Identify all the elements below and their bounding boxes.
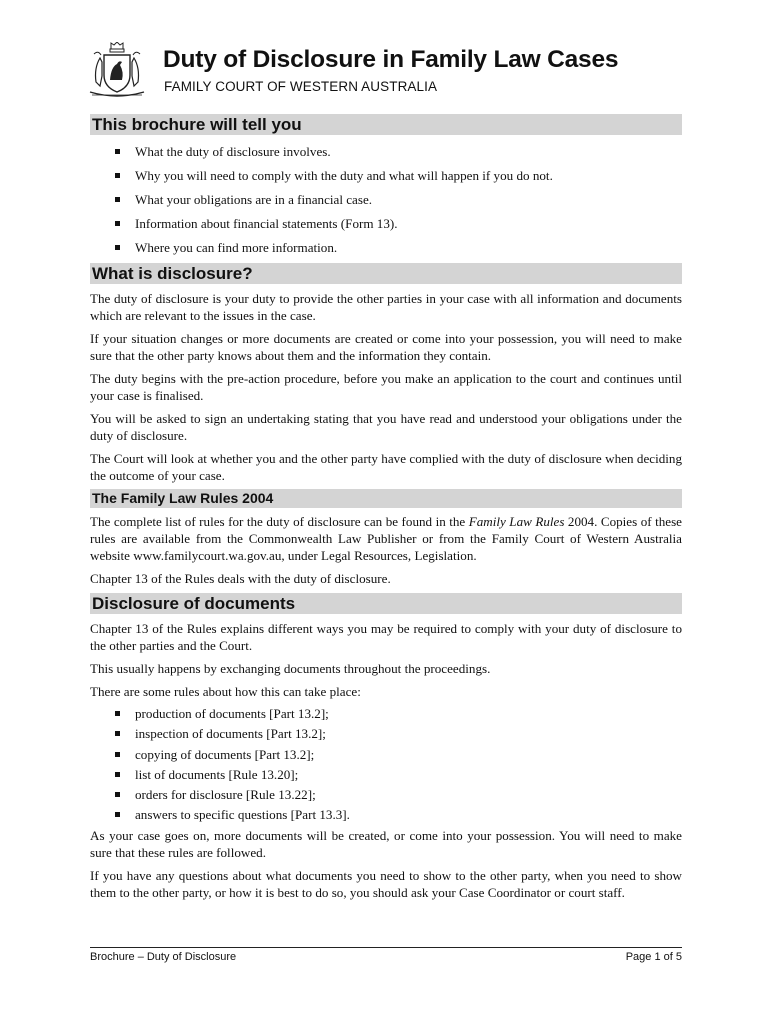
paragraph: As your case goes on, more documents will be created, or come into your possession. You will need to make sure that these rules are followed. (90, 827, 682, 860)
section-heading-documents: Disclosure of documents (90, 593, 682, 614)
list-item: orders for disclosure [Rule 13.22]; (90, 786, 682, 803)
document-body (90, 114, 682, 901)
list-item: Information about financial statements (Form 13). (90, 215, 682, 232)
document-subtitle: FAMILY COURT OF WESTERN AUSTRALIA (164, 79, 438, 94)
bullet-icon (115, 245, 120, 250)
bullet-icon (115, 221, 120, 226)
paragraph: The complete list of rules for the duty of disclosure can be found in the Family Law Rules 2004. Copies of these rules are available from the Commonwealth Law Publisher or from the Family Court of Western Australia website www.familycourt.wa.gov.au, under Legal Resources, Legislation. (90, 514, 682, 563)
documents-list (90, 705, 682, 823)
bullet-icon (115, 711, 120, 716)
document-header (86, 42, 686, 102)
bullet-icon (115, 792, 120, 797)
page-number: Page 1 of 5 (625, 951, 682, 963)
paragraph: If your situation changes or more documents are created or come into your possession, you will need to make sure that the other party knows about them and the information they contain. (90, 331, 682, 363)
list-item: list of documents [Rule 13.20]; (90, 766, 682, 783)
bullet-icon (115, 752, 120, 757)
paragraph: If you have any questions about what documents you need to show to the other party, when you need to show them to the other party, or how it is best to do so, you should ask your Case Coordinator or court staff. (90, 867, 682, 900)
bullet-icon (115, 731, 120, 736)
list-item: production of documents [Part 13.2]; (90, 705, 682, 722)
section-heading-disclosure: What is disclosure? (90, 263, 682, 284)
page-footer (90, 947, 682, 963)
bullet-icon (115, 149, 120, 154)
list-item: What the duty of disclosure involves. (90, 143, 682, 160)
brochure-list (90, 143, 682, 256)
paragraph: The duty begins with the pre-action procedure, before you make an application to the court and continues until your case is finalised. (90, 371, 682, 403)
list-item: inspection of documents [Part 13.2]; (90, 725, 682, 742)
paragraph: You will be asked to sign an undertaking stating that you have read and understood your obligations under the duty of disclosure. (90, 411, 682, 443)
paragraph: Chapter 13 of the Rules deals with the duty of disclosure. (90, 571, 391, 586)
list-item: answers to specific questions [Part 13.3]. (90, 806, 682, 823)
paragraph: The Court will look at whether you and the other party have complied with the duty of disclosure when deciding the outcome of your case. (90, 451, 682, 483)
bullet-icon (115, 812, 120, 817)
bullet-icon (115, 197, 120, 202)
paragraph: The duty of disclosure is your duty to provide the other parties in your case with all information and documents which are relevant to the issues in the case. (90, 291, 682, 323)
paragraph: There are some rules about how this can take place: (90, 684, 361, 699)
list-item: copying of documents [Part 13.2]; (90, 746, 682, 763)
bullet-icon (115, 173, 120, 178)
section-heading-brochure: This brochure will tell you (90, 114, 682, 135)
document-title: Duty of Disclosure in Family Law Cases (163, 46, 619, 73)
list-item: Where you can find more information. (90, 239, 682, 256)
list-item: Why you will need to comply with the duty and what will happen if you do not. (90, 167, 682, 184)
section-heading-rules: The Family Law Rules 2004 (90, 489, 682, 508)
paragraph: Chapter 13 of the Rules explains different ways you may be required to comply with your duty of disclosure to the other parties and the Court. (90, 621, 682, 653)
bullet-icon (115, 772, 120, 777)
coat-of-arms-icon (86, 42, 148, 100)
footer-left-text: Brochure – Duty of Disclosure (90, 951, 237, 963)
act-title: Family Law Rules (468, 514, 565, 529)
list-item: What your obligations are in a financial case. (90, 191, 682, 208)
paragraph: This usually happens by exchanging documents throughout the proceedings. (90, 661, 491, 676)
